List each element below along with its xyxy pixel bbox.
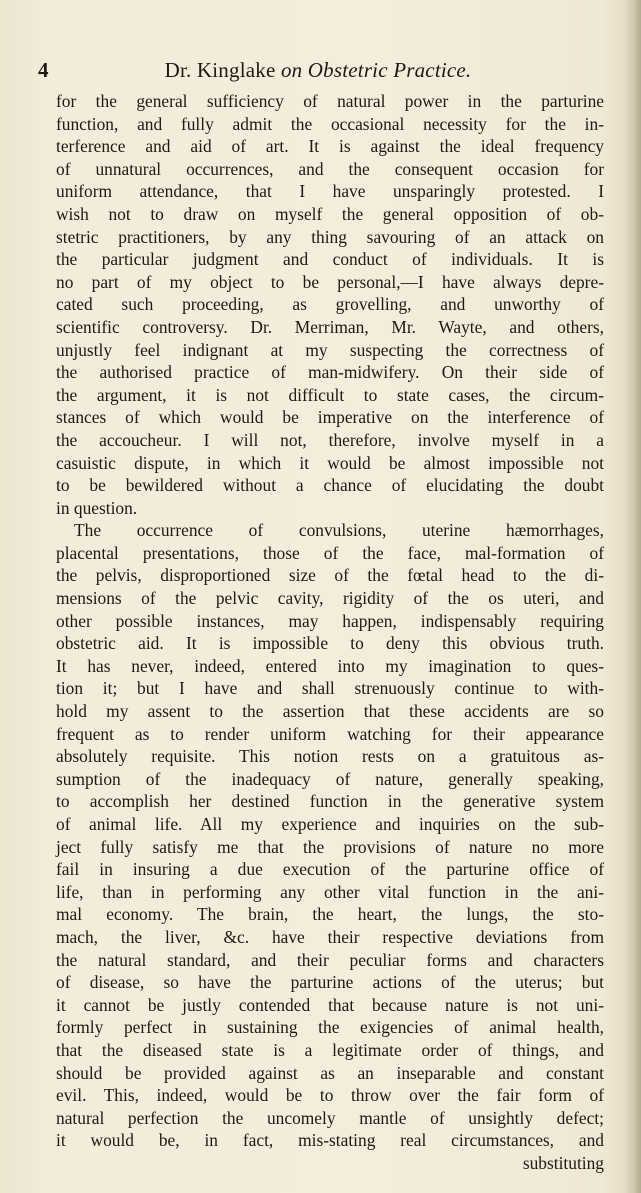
text-line: of animal life. All my experience and inquiries on the sub- — [56, 814, 604, 834]
text-line: unjustly feel indignant at my suspecting the correctness of — [56, 339, 604, 360]
text-line: natural perfection the uncomely mantle of unsightly defect; — [56, 1107, 604, 1128]
text-line: of disease, so have the parturine actions of the uterus; but — [56, 972, 604, 993]
text-line: it cannot be justly contended that because nature is not uni- — [56, 994, 604, 1015]
text-line: for the general sufficiency of natural power in the parturine — [56, 91, 604, 111]
text-line: frequent as to render uniform watching for their appearance — [56, 723, 604, 744]
text-line: ject fully satisfy me that the provisions of nature no more — [56, 836, 604, 857]
page-number: 4 — [38, 58, 49, 82]
text-line: no part of my object to be personal,—I have always depre- — [56, 271, 604, 292]
text-line: to be bewildered without a chance of elucidating the doubt — [56, 475, 604, 496]
text-line: the pelvis, disproportioned size of the fœtal head to the di- — [56, 565, 604, 586]
text-line: absolutely requisite. This notion rests on a gratuitous as- — [56, 746, 604, 767]
text-line: terference and aid of art. It is against the ideal frequency — [56, 136, 604, 157]
text-line: casuistic dispute, in which it would be almost impossible not — [56, 452, 604, 473]
text-line: should be provided against as an inseparable and constant — [56, 1062, 604, 1083]
text-line: obstetric aid. It is impossible to deny this obvious truth. — [56, 633, 604, 654]
text-line: stetric practitioners, by any thing savouring of an attack on — [56, 226, 604, 247]
text-line: mal economy. The brain, the heart, the lungs, the sto- — [56, 904, 604, 925]
text-line: it would be, in fact, mis-stating real circumstances, and — [56, 1130, 604, 1151]
running-title-italic: on Obstetric Practice. — [280, 58, 472, 82]
paragraph-start-line: The occurrence of convulsions, uterine hæmorrhages, — [74, 520, 604, 541]
text-line: wish not to draw on myself the general opposition of ob- — [56, 203, 604, 224]
text-line: uniform attendance, that I have unsparingly protested. I — [56, 181, 604, 202]
running-header — [38, 58, 598, 86]
text-line: sumption of the inadequacy of nature, generally speaking, — [56, 768, 604, 789]
text-line: cated such proceeding, as grovelling, and unworthy of — [56, 294, 604, 315]
text-line: mensions of the pelvic cavity, rigidity of the os uteri, and — [56, 588, 604, 609]
text-line: tion it; but I have and shall strenuously continue to with- — [56, 678, 604, 699]
text-line: to accomplish her destined function in the generative system — [56, 791, 604, 812]
running-title — [38, 58, 598, 83]
text-line: life, than in performing any other vital function in the ani- — [56, 881, 604, 902]
text-line: stances of which would be imperative on the interference of — [56, 407, 604, 428]
text-line: function, and fully admit the occasional necessity for the in- — [56, 113, 604, 134]
text-line: that the diseased state is a legitimate order of things, and — [56, 1039, 604, 1060]
text-line: the authorised practice of man-midwifery. On their side of — [56, 362, 604, 383]
text-line: hold my assent to the assertion that these accidents are so — [56, 701, 604, 722]
text-line: of unnatural occurrences, and the consequent occasion for — [56, 158, 604, 179]
page-edge-shadow — [623, 0, 641, 1193]
paragraph-end-line: in question. — [56, 497, 138, 518]
text-line: mach, the liver, &c. have their respective deviations from — [56, 926, 604, 947]
catchword: substituting — [522, 1152, 604, 1173]
text-line: placental presentations, those of the face, mal-formation of — [56, 542, 604, 563]
text-line: the particular judgment and conduct of individuals. It is — [56, 249, 604, 270]
running-title-author: Dr. Kinglake — [164, 58, 281, 82]
text-line: It has never, indeed, entered into my imagination to ques- — [56, 655, 604, 676]
text-line: evil. This, indeed, would be to throw over the fair form of — [56, 1085, 604, 1106]
text-line: the argument, it is not difficult to state cases, the circum- — [56, 384, 604, 405]
body-text — [56, 90, 604, 1175]
text-line: the accoucheur. I will not, therefore, involve myself in a — [56, 429, 604, 450]
text-line: scientific controversy. Dr. Merriman, Mr. Wayte, and others, — [56, 316, 604, 337]
text-line: fail in insuring a due execution of the parturine office of — [56, 859, 604, 880]
text-line: formly perfect in sustaining the exigencies of animal health, — [56, 1017, 604, 1038]
text-line: the natural standard, and their peculiar forms and characters — [56, 949, 604, 970]
text-line: other possible instances, may happen, indispensably requiring — [56, 610, 604, 631]
